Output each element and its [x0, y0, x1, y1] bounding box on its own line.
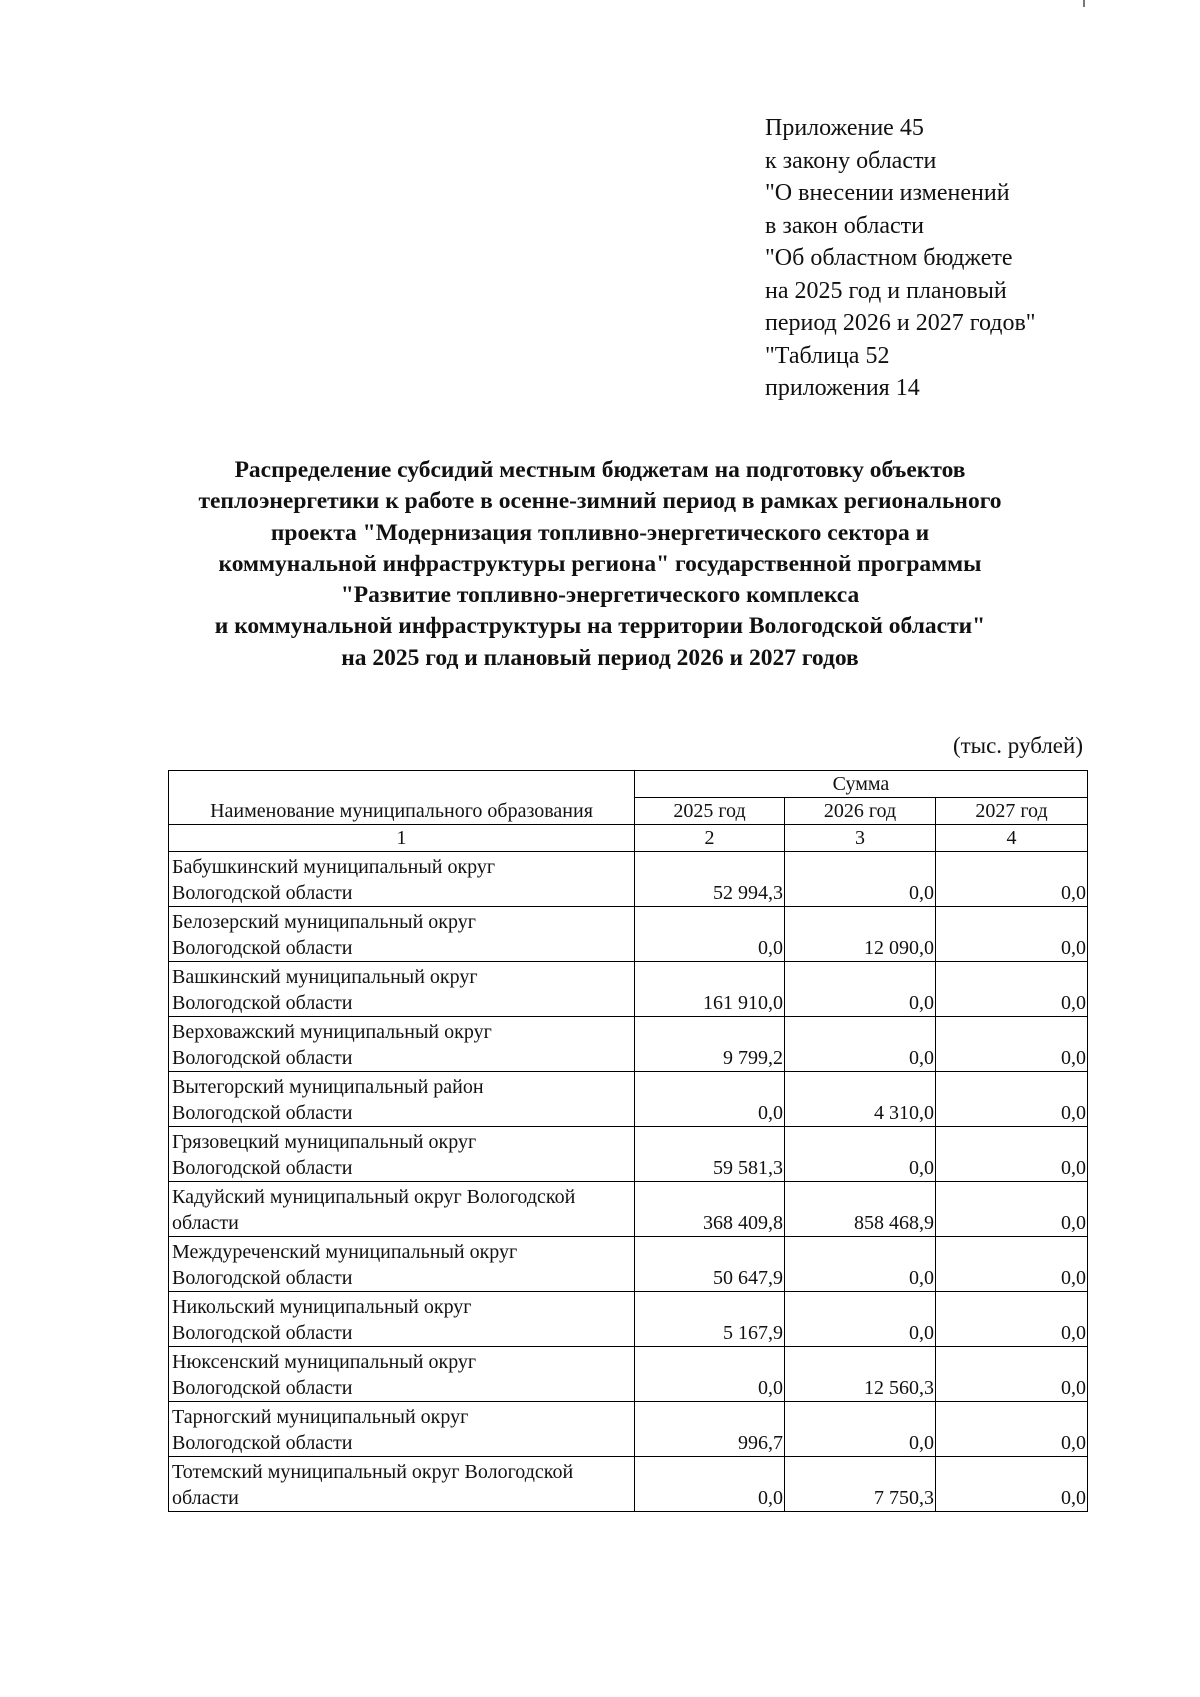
municipality-name-line: Тарногский муниципальный округ — [172, 1406, 469, 1428]
amount-2026: 0,0 — [785, 962, 936, 1017]
scan-mark — [1083, 0, 1085, 7]
document-title — [120, 455, 1080, 674]
municipality-name-line: Вашкинский муниципальный округ — [172, 966, 478, 988]
municipality-name — [169, 1127, 635, 1182]
municipality-name-line: Верховажский муниципальный округ — [172, 1021, 492, 1043]
municipality-name — [169, 1072, 635, 1127]
header-year-2027: 2027 год — [936, 798, 1088, 825]
amount-2025: 52 994,3 — [635, 852, 785, 907]
municipality-name-line: Нюксенский муниципальный округ — [172, 1351, 477, 1373]
amount-2027: 0,0 — [936, 1182, 1088, 1237]
municipality-name — [169, 1457, 635, 1512]
amount-2026: 0,0 — [785, 1017, 936, 1072]
table-row — [169, 1182, 1088, 1237]
table-row — [169, 1017, 1088, 1072]
amount-2026: 12 090,0 — [785, 907, 936, 962]
table-row — [169, 1237, 1088, 1292]
municipality-name-line: Вологодской области — [172, 1102, 353, 1124]
title-line: коммунальной инфраструктуры региона" государственной программы — [218, 550, 982, 577]
amount-2027: 0,0 — [936, 1347, 1088, 1402]
amount-2025: 0,0 — [635, 1072, 785, 1127]
table-row — [169, 1347, 1088, 1402]
municipality-name-line: области — [172, 1212, 239, 1234]
municipality-name-line: Никольский муниципальный округ — [172, 1296, 472, 1318]
appendix-line: в закон области — [765, 212, 924, 239]
table-row — [169, 852, 1088, 907]
amount-2025: 50 647,9 — [635, 1237, 785, 1292]
appendix-line: "Таблица 52 — [765, 342, 890, 369]
appendix-line: Приложение 45 — [765, 115, 924, 141]
title-line: и коммунальной инфраструктуры на территории Вологодской области" — [214, 613, 986, 640]
municipality-name — [169, 962, 635, 1017]
municipality-name-line: Вологодской области — [172, 882, 353, 904]
table-row — [169, 1402, 1088, 1457]
municipality-name-line: Вологодской области — [172, 1267, 353, 1289]
table-row — [169, 962, 1088, 1017]
amount-2027: 0,0 — [936, 907, 1088, 962]
amount-2026: 0,0 — [785, 852, 936, 907]
title-line: "Развитие топливно-энергетического комплекса — [340, 582, 860, 609]
amount-2027: 0,0 — [936, 962, 1088, 1017]
amount-2025: 996,7 — [635, 1402, 785, 1457]
appendix-line: к закону области — [765, 147, 937, 174]
amount-2027: 0,0 — [936, 1072, 1088, 1127]
header-year-2026: 2026 год — [785, 798, 936, 825]
amount-2026: 0,0 — [785, 1127, 936, 1182]
column-number: 1 — [169, 825, 635, 852]
amount-2025: 5 167,9 — [635, 1292, 785, 1347]
header-name-column: Наименование муниципального образования — [169, 771, 635, 825]
municipality-name-line: Вологодской области — [172, 1157, 353, 1179]
municipality-name — [169, 1402, 635, 1457]
amount-2025: 0,0 — [635, 907, 785, 962]
municipality-name-line: Вологодской области — [172, 937, 353, 959]
units-label: (тыс. рублей) — [952, 733, 1083, 758]
municipality-name-line: области — [172, 1487, 239, 1509]
header-year-2025: 2025 год — [635, 798, 785, 825]
table-row — [169, 1292, 1088, 1347]
amount-2027: 0,0 — [936, 1457, 1088, 1512]
table-row — [169, 1072, 1088, 1127]
appendix-header — [765, 112, 1105, 405]
table-row — [169, 1457, 1088, 1512]
appendix-line: "Об областном бюджете — [765, 245, 1013, 271]
appendix-line: "О внесении изменений — [765, 180, 1010, 206]
municipality-name-line: Вологодской области — [172, 1377, 353, 1399]
amount-2027: 0,0 — [936, 1292, 1088, 1347]
municipality-name — [169, 1292, 635, 1347]
title-line: теплоэнергетики к работе в осенне-зимний период в рамках регионального — [198, 488, 1002, 515]
title-line: Распределение субсидий местным бюджетам на подготовку объектов — [234, 457, 966, 483]
municipality-name-line: Бабушкинский муниципальный округ — [172, 856, 496, 878]
municipality-name-line: Вытегорский муниципальный район — [172, 1076, 484, 1098]
amount-2026: 0,0 — [785, 1292, 936, 1347]
municipality-name — [169, 1347, 635, 1402]
header-sum-group: Сумма — [635, 771, 1088, 798]
amount-2026: 0,0 — [785, 1402, 936, 1457]
appendix-line: период 2026 и 2027 годов" — [765, 310, 1036, 336]
municipality-name-line: Кадуйский муниципальный округ Вологодской — [172, 1186, 576, 1208]
amount-2027: 0,0 — [936, 1402, 1088, 1457]
municipality-name — [169, 852, 635, 907]
subsidy-table — [168, 770, 1088, 1512]
column-number: 2 — [635, 825, 785, 852]
amount-2026: 0,0 — [785, 1237, 936, 1292]
amount-2027: 0,0 — [936, 852, 1088, 907]
amount-2025: 59 581,3 — [635, 1127, 785, 1182]
title-line: на 2025 год и плановый период 2026 и 2027 годов — [341, 644, 859, 671]
table-row — [169, 1127, 1088, 1182]
municipality-name — [169, 1237, 635, 1292]
amount-2027: 0,0 — [936, 1127, 1088, 1182]
municipality-name — [169, 1182, 635, 1237]
amount-2025: 0,0 — [635, 1457, 785, 1512]
table-row — [169, 907, 1088, 962]
municipality-name-line: Вологодской области — [172, 1432, 353, 1454]
amount-2026: 7 750,3 — [785, 1457, 936, 1512]
amount-2025: 368 409,8 — [635, 1182, 785, 1237]
municipality-name-line: Белозерский муниципальный округ — [172, 911, 476, 933]
amount-2025: 161 910,0 — [635, 962, 785, 1017]
municipality-name-line: Вологодской области — [172, 1322, 353, 1344]
amount-2027: 0,0 — [936, 1017, 1088, 1072]
amount-2025: 9 799,2 — [635, 1017, 785, 1072]
amount-2026: 4 310,0 — [785, 1072, 936, 1127]
column-number: 4 — [936, 825, 1088, 852]
column-number: 3 — [785, 825, 936, 852]
amount-2025: 0,0 — [635, 1347, 785, 1402]
municipality-name-line: Вологодской области — [172, 992, 353, 1014]
municipality-name-line: Междуреченский муниципальный округ — [172, 1241, 518, 1263]
title-line: проекта "Модернизация топливно-энергетического сектора и — [270, 519, 930, 546]
municipality-name-line: Грязовецкий муниципальный округ — [172, 1131, 477, 1153]
municipality-name — [169, 907, 635, 962]
municipality-name-line: Тотемский муниципальный округ Вологодской — [172, 1461, 574, 1483]
amount-2026: 858 468,9 — [785, 1182, 936, 1237]
amount-2027: 0,0 — [936, 1237, 1088, 1292]
appendix-line: приложения 14 — [765, 375, 920, 401]
municipality-name-line: Вологодской области — [172, 1047, 353, 1069]
amount-2026: 12 560,3 — [785, 1347, 936, 1402]
appendix-line: на 2025 год и плановый — [765, 277, 1007, 304]
municipality-name — [169, 1017, 635, 1072]
